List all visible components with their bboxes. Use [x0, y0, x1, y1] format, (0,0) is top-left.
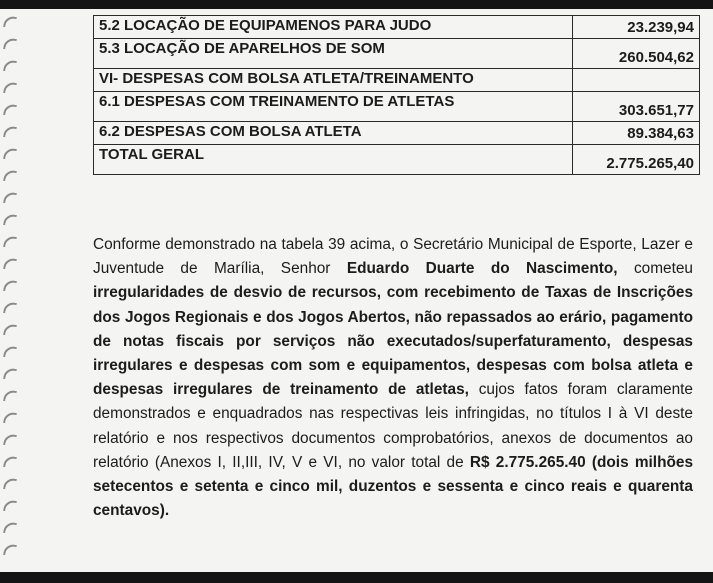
paragraph-bold-text: Eduardo Duarte do Nascimento,: [346, 260, 618, 278]
table-row: [94, 122, 700, 145]
expense-table: [93, 15, 700, 175]
paragraph-text: Conforme demonstrado na tabela 39 acima, o Secretário Municipal de Esporte, Lazer e Juventude de Marília, Senhor: [93, 236, 693, 278]
row-label: 5.3 LOCAÇÃO DE APARELHOS DE SOM: [94, 39, 573, 69]
spiral-binding: [0, 12, 22, 572]
row-label: VI- DESPESAS COM BOLSA ATLETA/TREINAMENTO: [94, 69, 573, 92]
top-dark-border: [0, 0, 713, 9]
total-label: TOTAL GERAL: [94, 145, 573, 175]
row-value: 260.504,62: [573, 39, 700, 69]
paragraph-text: cometeu: [617, 260, 693, 278]
table-total-row: [94, 145, 700, 175]
row-label: 6.1 DESPESAS COM TREINAMENTO DE ATLETAS: [94, 92, 573, 122]
total-value: 2.775.265,40: [573, 145, 700, 175]
table-row: [94, 69, 700, 92]
table-row: [94, 39, 700, 69]
row-value: 23.239,94: [573, 16, 700, 39]
paragraph-text: cujos fatos foram claramente demonstrados e enquadrados nas respectivas leis infringidas, no títulos I à VI deste relatório e nos respectivos documentos comprobatórios, anexos de documentos ao relatório (Anexos I, II,III, IV, V e VI, no valor total de: [93, 381, 693, 471]
row-value: [573, 69, 700, 92]
row-value: 303.651,77: [573, 92, 700, 122]
table-row: [94, 16, 700, 39]
row-value: 89.384,63: [573, 122, 700, 145]
row-label: 6.2 DESPESAS COM BOLSA ATLETA: [94, 122, 573, 145]
row-label: 5.2 LOCAÇÃO DE EQUIPAMENOS PARA JUDO: [94, 16, 573, 39]
report-paragraph: [93, 233, 693, 523]
bottom-dark-border: [0, 572, 713, 583]
paragraph-bold-text: R$ 2.775.265.40 (dois milhões setecentos e setenta e cinco mil, duzentos e sessenta e cinco reais e quarenta centavos).: [93, 453, 694, 520]
paragraph-bold-text: irregularidades de desvio de recursos, com recebimento de Taxas de Inscrições dos Jogos Regionais e dos Jogos Abertos, não repassados ao erário, pagamento de notas fiscais por serviços não executados/superfaturamento, despesas irregulares e despesas com som e equipamentos, despesas com bolsa atleta e despesas irregulares de treinamento de atletas,: [93, 284, 693, 399]
table-row: [94, 92, 700, 122]
